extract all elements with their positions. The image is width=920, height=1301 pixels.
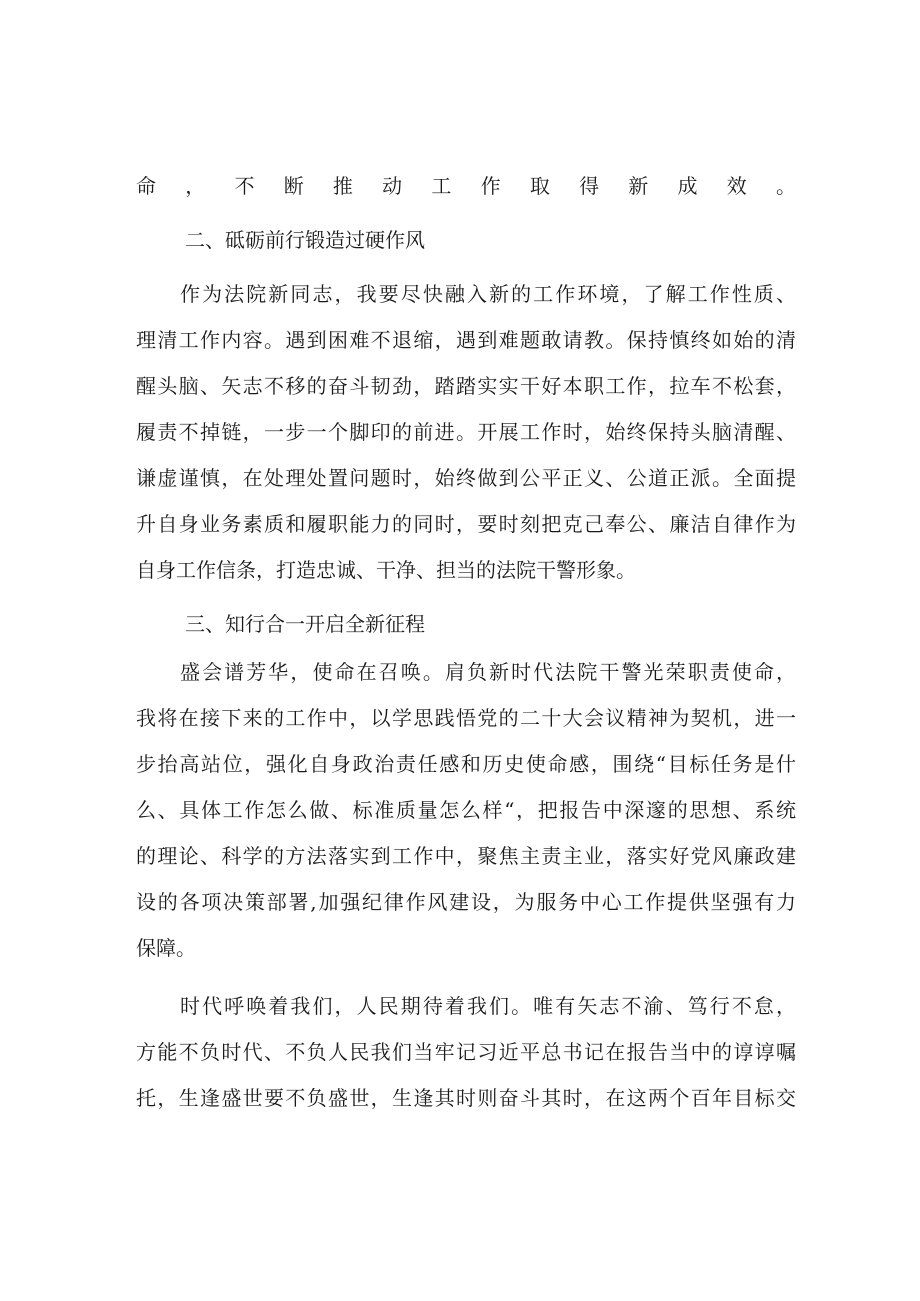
text-line: 升自身业务素质和履职能力的同时，要时刻把克己奉公、廉洁自律作为	[136, 512, 796, 536]
text-line: 么、具体工作怎么做、标准质量怎么样“，把报告中深邃的思想、系统	[136, 798, 796, 822]
text-line: 理清工作内容。遇到困难不退缩，遇到难题敢请教。保持慎终如始的清	[136, 328, 796, 352]
text-line: 盛会谱芳华，使命在召唤。肩负新时代法院干警光荣职责使命，	[180, 660, 796, 684]
text-line: 我将在接下来的工作中，以学思践悟党的二十大会议精神为契机，进一	[136, 706, 796, 730]
text-line: 自身工作信条，打造忠诚、干净、担当的法院干警形象。	[136, 558, 636, 582]
text-line: 方能不负时代、不负人民我们当牢记习近平总书记在报告当中的谆谆嘱	[136, 1040, 796, 1064]
text-line: 的理论、科学的方法落实到工作中，聚焦主责主业，落实好党风廉政建	[136, 844, 796, 868]
section-heading-3: 三、知行合一开启全新征程	[185, 612, 425, 636]
text-line: 托，生逢盛世要不负盛世，生逢其时则奋斗其时，在这两个百年目标交	[136, 1086, 796, 1110]
text-line: 设的各项决策部署,加强纪律作风建设，为服务中心工作提供坚强有力	[136, 890, 796, 914]
text-line: 作为法院新同志，我要尽快融入新的工作环境，了解工作性质、	[180, 282, 796, 306]
text-line: 谦虚谨慎，在处理处置问题时，始终做到公平正义、公道正派。全面提	[136, 466, 796, 490]
text-line: 时代呼唤着我们，人民期待着我们。唯有矢志不渝、笃行不怠，	[180, 994, 796, 1018]
text-line: 醒头脑、矢志不移的奋斗韧劲，踏踏实实干好本职工作，拉车不松套，	[136, 374, 796, 398]
section-heading-2: 二、砥砺前行锻造过硬作风	[185, 228, 425, 252]
text-line: 步抬高站位，强化自身政治责任感和历史使命感，围绕“目标任务是什	[136, 752, 796, 776]
text-line: 命，不断推动工作取得新成效。	[136, 174, 796, 198]
text-line: 保障。	[136, 936, 196, 960]
text-line: 履责不掉链，一步一个脚印的前进。开展工作时，始终保持头脑清醒、	[136, 420, 796, 444]
